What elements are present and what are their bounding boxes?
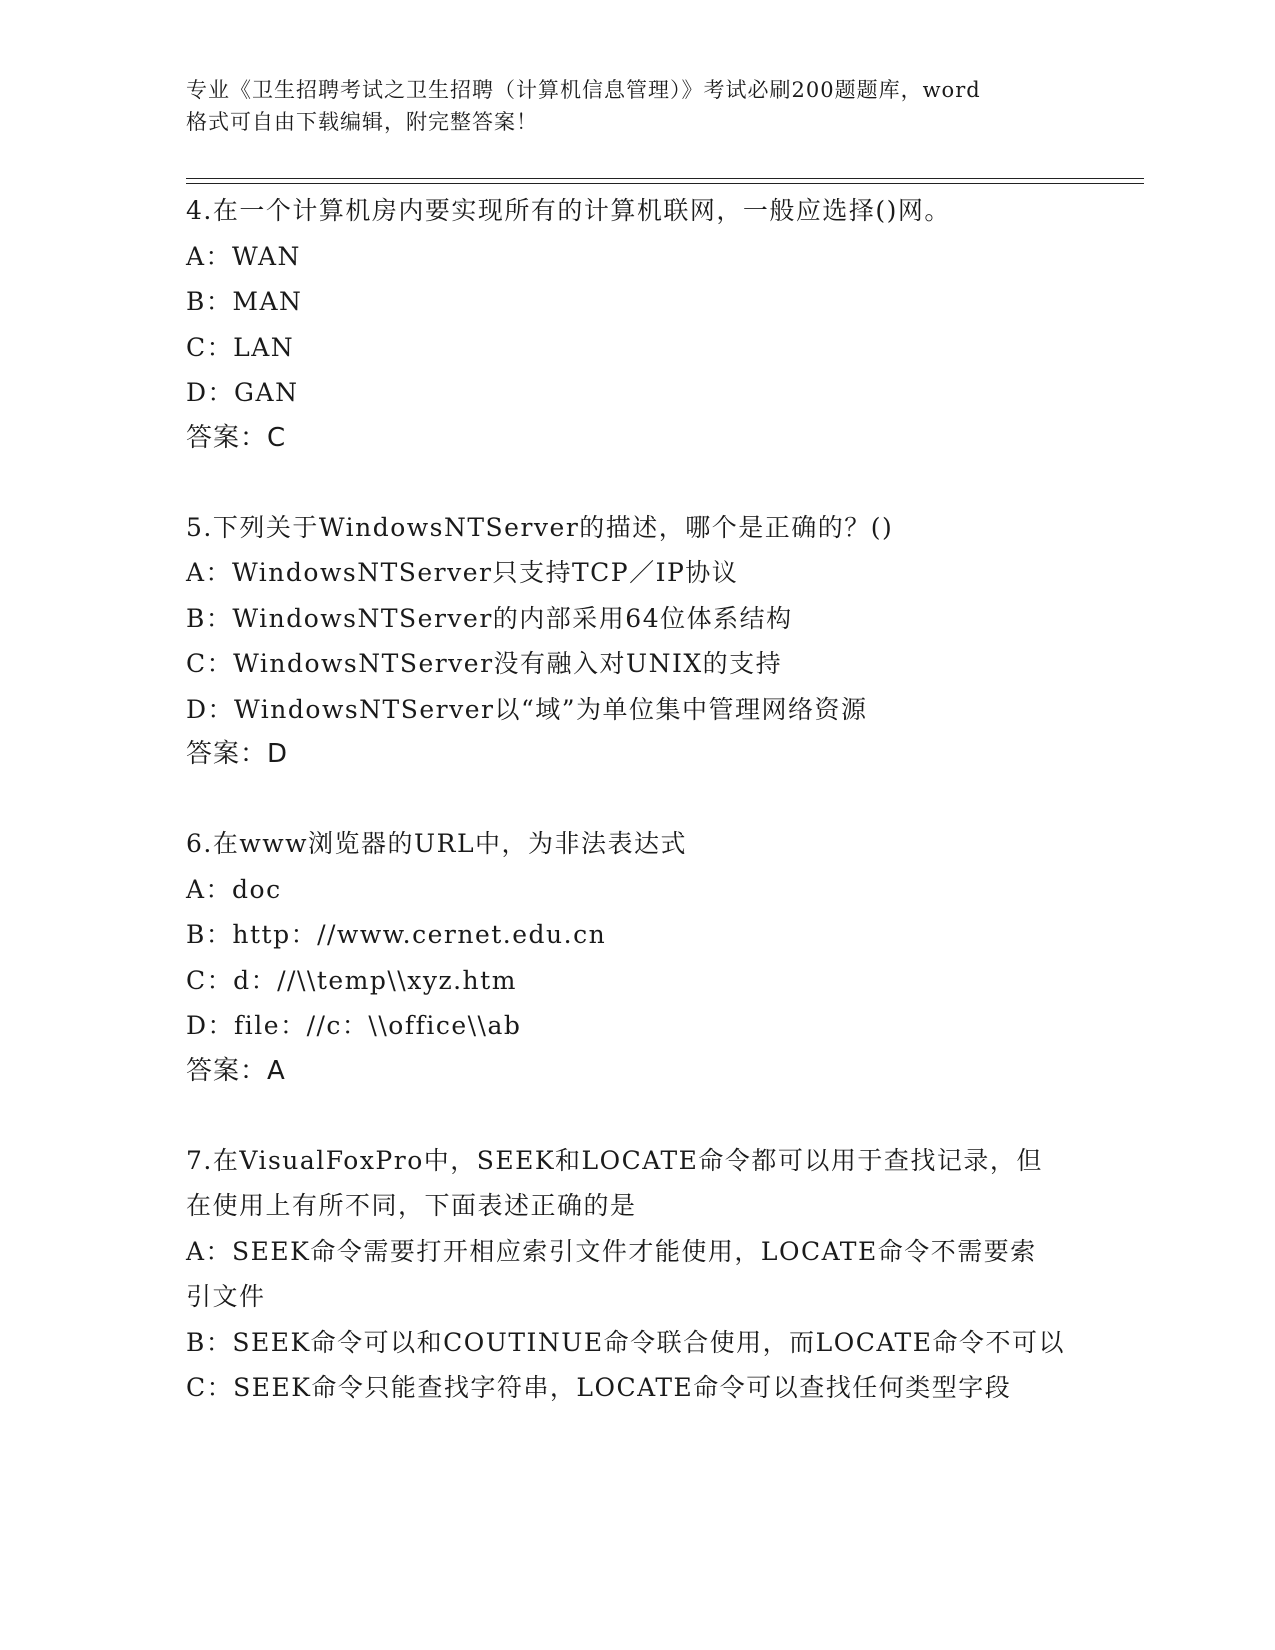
- option-a: A：WAN: [186, 241, 301, 271]
- option-d: D：GAN: [186, 378, 299, 407]
- option-a: A：doc: [186, 874, 282, 904]
- option-b: B：WindowsNTServer的内部采用64位体系结构: [186, 603, 793, 633]
- question-6: [186, 821, 1066, 1094]
- header-divider-top: [186, 178, 1144, 179]
- option-a-line-1: A：SEEK命令需要打开相应索引文件才能使用，LOCATE命令不需要索: [186, 1236, 1037, 1266]
- option-c: C：WindowsNTServer没有融入对UNIX的支持: [186, 649, 783, 678]
- document-header: [186, 74, 1106, 138]
- question-stem-line-2: 在使用上有所不同，下面表述正确的是: [186, 1191, 637, 1220]
- question-list: [186, 188, 1066, 1455]
- header-line-1: 专业《卫生招聘考试之卫生招聘（计算机信息管理）》考试必刷200题题库，word: [186, 78, 981, 102]
- header-line-2: 格式可自由下载编辑，附完整答案！: [186, 110, 538, 134]
- question-stem: 5.下列关于WindowsNTServer的描述，哪个是正确的？(): [186, 512, 894, 542]
- option-b: B：SEEK命令可以和COUTINUE命令联合使用，而LOCATE命令不可以: [186, 1327, 1065, 1357]
- option-b: B：http：//www.cernet.edu.cn: [186, 920, 607, 949]
- option-d: D：WindowsNTServer以“域”为单位集中管理网络资源: [186, 694, 868, 724]
- question-stem: 4.在一个计算机房内要实现所有的计算机联网，一般应选择()网。: [186, 196, 951, 225]
- answer-label: 答案：D: [186, 739, 289, 769]
- question-7: [186, 1138, 1066, 1411]
- option-a-line-2: 引文件: [186, 1282, 266, 1311]
- option-c: C：SEEK命令只能查找字符串，LOCATE命令可以查找任何类型字段: [186, 1373, 1012, 1402]
- header-divider-bottom: [186, 183, 1144, 184]
- option-c: C：d：//\\temp\\xyz.htm: [186, 965, 517, 995]
- answer-label: 答案：A: [186, 1055, 286, 1086]
- answer-label: 答案：C: [186, 422, 287, 453]
- option-b: B：MAN: [186, 287, 303, 316]
- question-stem: 6.在www浏览器的URL中，为非法表达式: [186, 829, 688, 858]
- option-c: C：LAN: [186, 332, 295, 362]
- question-5: [186, 505, 1066, 778]
- option-d: D：file：//c：\\office\\ab: [186, 1011, 522, 1040]
- option-a: A：WindowsNTServer只支持TCP／IP协议: [186, 558, 739, 587]
- question-stem-line-1: 7.在VisualFoxPro中，SEEK和LOCATE命令都可以用于查找记录，但: [186, 1145, 1043, 1175]
- question-4: [186, 188, 1066, 461]
